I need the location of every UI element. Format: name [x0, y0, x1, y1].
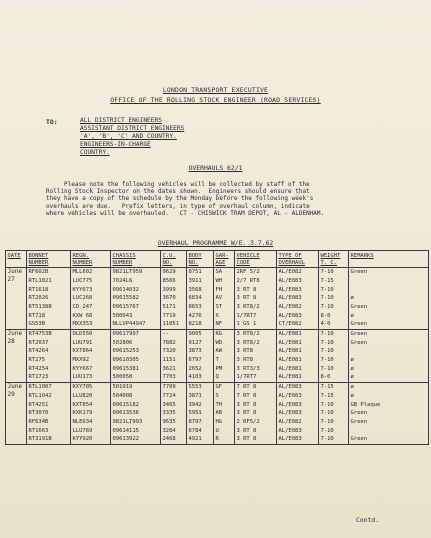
cell-value: 7-10	[320, 348, 334, 355]
date-text: June	[7, 383, 22, 391]
cell-value: 2 RF5/2	[236, 418, 260, 425]
cell-value: KYY673	[72, 286, 93, 293]
cell-value: OLD550	[72, 331, 93, 337]
column-header	[6, 251, 27, 268]
cell-value: Green	[350, 339, 368, 346]
cell-value: KXT854	[72, 401, 93, 408]
cell-value: 9821LT993	[112, 418, 143, 425]
cell-value: 3942	[188, 401, 202, 408]
cell-value: KXT864	[72, 348, 93, 355]
cell-value: 7-10	[320, 418, 334, 425]
column-header-text: REGN.	[72, 253, 90, 259]
cell-value: 3670	[162, 295, 176, 302]
cell-value: AL/E081	[278, 365, 302, 372]
column-header-text: NUMBER	[112, 259, 133, 266]
cell-value: 7-10	[320, 295, 334, 302]
cell-value: AL/E081	[278, 348, 302, 355]
data-cell	[161, 330, 187, 383]
cell-value: RT1663	[28, 427, 49, 434]
cell-value: NLLVP44947	[112, 321, 146, 328]
cell-value: LUC268	[72, 295, 93, 302]
cell-value: CT/E082	[278, 321, 302, 328]
column-header	[214, 251, 235, 268]
date-text: 28	[7, 338, 15, 345]
data-cell	[187, 330, 214, 383]
cell-value: 7-15	[320, 277, 334, 284]
cell-value: Green	[350, 321, 368, 328]
cell-value: 1/7RT7	[236, 374, 257, 381]
date-text: June	[7, 268, 22, 276]
cell-value: RTL1042	[28, 392, 52, 399]
data-cell	[349, 268, 429, 330]
date-cell	[6, 330, 27, 383]
cell-value: CD 247	[72, 303, 93, 310]
cell-value: RT2026	[28, 295, 49, 302]
cell-value: Q	[215, 374, 219, 381]
cell-value: 8653	[188, 303, 202, 310]
cell-value: AL/E081	[278, 331, 302, 337]
cell-value: 7709	[162, 384, 176, 391]
cell-value: 7 RT 8	[236, 392, 257, 399]
cell-value: 8797	[188, 418, 202, 425]
cell-value: AL/E083	[278, 286, 302, 293]
column-header-text: BODY	[188, 253, 202, 259]
paragraph-line: Please note the following vehicles will be collected by staff of the	[46, 181, 310, 188]
cell-value: 7-10	[320, 331, 334, 337]
cell-value: ø	[350, 357, 354, 364]
data-cell	[277, 268, 319, 330]
cell-value: 7024L6	[112, 277, 133, 284]
addressee-line: ENGINEERS-IN-CHARGE	[80, 141, 151, 148]
data-cell	[277, 330, 319, 383]
cell-value: 09615582	[112, 295, 139, 302]
addressee-line: COUNTRY.	[80, 149, 110, 156]
cell-value: Green	[350, 418, 368, 425]
cell-value: 4921	[188, 436, 202, 443]
paragraph-line: overhauls are due. Prefix letters, in type of overhaul column, indicate	[46, 202, 310, 210]
overhauls-title: OVERHAULS 62/1	[188, 164, 243, 172]
cell-value: PM	[215, 365, 223, 372]
cell-value: KYY920	[72, 436, 93, 443]
cell-value: AL/E083	[278, 427, 302, 434]
column-header-text: DATE	[7, 253, 21, 259]
cell-value: 09615381	[112, 365, 139, 372]
cell-value: 2468	[162, 436, 176, 443]
column-header-text: OVERHAUL	[278, 259, 305, 266]
data-cell	[161, 383, 187, 445]
cell-value: MXX92	[72, 357, 90, 364]
data-cell	[27, 383, 71, 445]
cell-value: 3999	[162, 286, 176, 293]
cell-value: RT5138B	[28, 303, 52, 310]
cell-value: 504008	[112, 392, 133, 399]
cell-value: KXW 68	[72, 312, 93, 319]
cell-value: KYY667	[72, 365, 93, 372]
cell-value: LLU769	[72, 427, 93, 434]
table-header-row	[6, 251, 429, 268]
table-row	[6, 383, 429, 445]
cell-value: 2652	[188, 365, 202, 372]
cell-value: Green	[350, 331, 368, 337]
cell-value: 502806	[112, 339, 133, 346]
cell-value: GS53B	[28, 321, 46, 328]
cell-value: AL/E083	[278, 401, 302, 408]
cell-value: 8218	[188, 321, 202, 328]
cell-value: KXY705	[72, 384, 93, 391]
cell-value: RT1618	[28, 286, 49, 293]
data-cell	[235, 268, 277, 330]
cell-value: AL/E083	[278, 392, 302, 399]
cell-value: 5171	[162, 303, 176, 310]
paragraph-line: where vehicles will be overhauled. CT - CHISWICK TRAM DEPOT, AL - ALDENHAM.	[46, 209, 325, 217]
cell-value: AL/E082	[278, 418, 302, 425]
cell-value: ø	[350, 295, 354, 302]
column-header-text: TYPE OF	[278, 253, 302, 259]
cell-value: RF602B	[28, 269, 49, 276]
paragraph-line: Rolling Stock Inspector on the dates shown. Engineers should ensure that	[46, 188, 310, 196]
data-cell	[161, 268, 187, 330]
cell-value: SA	[215, 269, 223, 276]
column-header-text: C.U.	[162, 253, 176, 259]
cell-value: 7882	[162, 339, 176, 346]
cell-value: 7-10	[320, 365, 334, 372]
cell-value: R	[215, 436, 219, 443]
cell-value: 501919	[112, 384, 133, 391]
cell-value: 09615767	[112, 303, 139, 310]
cell-value: 1 GS 1	[236, 321, 257, 328]
cell-value: KXK179	[72, 410, 93, 417]
cell-value: 3 RT 8	[236, 401, 257, 408]
date-cell	[6, 383, 27, 445]
cell-value: WH	[215, 277, 223, 284]
cell-value: S	[215, 392, 219, 399]
column-header	[187, 251, 214, 268]
cell-value: ST	[215, 303, 223, 310]
cell-value: Green	[350, 303, 368, 310]
cell-value: RT4753B	[28, 331, 52, 337]
cell-value: WD	[215, 339, 223, 346]
header-office: OFFICE OF THE ROLLING STOCK ENGINEER (ROAD SERVICES)	[110, 96, 321, 104]
cell-value: HG	[215, 418, 223, 425]
data-cell	[349, 383, 429, 445]
cell-value: 09613922	[112, 436, 139, 443]
cell-value: 7-10	[320, 427, 334, 434]
cell-value: AV	[215, 295, 223, 302]
cell-value: 3284	[162, 427, 176, 434]
column-header-text: REMARKS	[350, 253, 374, 259]
cell-value: 7703	[162, 374, 176, 381]
cell-value: 8-0	[320, 374, 331, 381]
cell-value: 4-0	[320, 321, 331, 328]
cell-value: AL/E082	[278, 303, 302, 310]
column-header-text: NUMBER	[28, 259, 49, 266]
cell-value: 9629	[162, 269, 176, 276]
cell-value: NF	[215, 321, 223, 328]
cell-value: U	[215, 427, 219, 434]
data-cell	[349, 330, 429, 383]
cell-value: 3 RT 8	[236, 295, 257, 302]
date-cell	[6, 268, 27, 330]
cell-value: LUC775	[72, 277, 93, 284]
data-cell	[319, 268, 349, 330]
data-cell	[71, 330, 111, 383]
column-header-text: CHASSIS	[112, 253, 136, 259]
cell-value: LLU820	[72, 392, 93, 399]
cell-value: 09615253	[112, 348, 139, 355]
cell-value: AL/E083	[278, 295, 302, 302]
column-header	[27, 251, 71, 268]
cell-value: AL/E081	[278, 357, 302, 364]
cell-value: 7-10	[320, 269, 334, 276]
data-cell	[214, 330, 235, 383]
cell-value: RTL1007	[28, 384, 52, 391]
cell-value: AB	[215, 410, 223, 417]
cell-value: LUU173	[72, 374, 93, 381]
cell-value: 7-10	[320, 410, 334, 417]
cell-value: MXX353	[72, 321, 93, 328]
cell-value: 3911	[188, 277, 202, 284]
cell-value: RT3191B	[28, 436, 52, 443]
column-header-text: AGE	[215, 259, 226, 266]
overhaul-programme-table	[5, 250, 429, 445]
cell-value: ø	[350, 374, 354, 381]
cell-value: 09610305	[112, 357, 139, 364]
cell-value: AL/E083	[278, 312, 302, 319]
cell-value: ø	[350, 365, 354, 372]
cell-value: 09617997	[112, 331, 139, 337]
data-cell	[27, 330, 71, 383]
cell-value: 3 RT 8	[236, 286, 257, 293]
cell-value: 7-10	[320, 357, 334, 364]
cell-value: RT4251	[28, 401, 49, 408]
paragraph-line: they have a copy of the schedule by the Monday before the following week's	[46, 195, 314, 203]
addressee-line: 'A', 'B', 'C' AND COUNTRY.	[80, 133, 177, 140]
cell-value: 7320	[162, 348, 176, 355]
data-cell	[235, 330, 277, 383]
instruction-paragraph	[46, 181, 418, 217]
cell-value: 09614032	[112, 286, 139, 293]
column-header-text: BONNET	[28, 253, 49, 259]
cell-value: AL/E081	[278, 339, 302, 346]
cell-value: GF	[215, 384, 223, 391]
data-cell	[214, 383, 235, 445]
table-row	[6, 268, 429, 330]
cell-value	[351, 277, 427, 286]
data-cell	[187, 268, 214, 330]
column-header-text: NUMBER	[72, 259, 93, 266]
cell-value: 09614115	[112, 427, 139, 434]
cell-value: 7-10	[320, 286, 334, 293]
cell-value: 6784	[188, 427, 202, 434]
cell-value: 9005	[188, 331, 202, 337]
cell-value: 09615182	[112, 401, 139, 408]
data-cell	[214, 268, 235, 330]
data-cell	[319, 383, 349, 445]
column-header-text: T. C.	[320, 259, 338, 266]
cell-value: 9635	[162, 418, 176, 425]
cell-value: 3 RT 8	[236, 436, 257, 443]
data-cell	[235, 383, 277, 445]
cell-value: 3 RT 8	[236, 427, 257, 434]
cell-value	[351, 286, 427, 295]
cell-value: 6834	[188, 295, 202, 302]
date-text: 27	[7, 276, 15, 284]
cell-value: 4276	[188, 312, 202, 319]
column-header-text: NO.	[162, 259, 173, 266]
cell-value: 9821LT959	[112, 269, 143, 276]
cell-value: RT4254	[28, 365, 49, 372]
cell-value: ø	[350, 392, 354, 399]
data-cell	[111, 383, 161, 445]
data-cell	[277, 383, 319, 445]
cell-value: RTL1021	[28, 277, 52, 284]
cell-value: 8566	[162, 277, 176, 284]
cell-value: AL/E083	[278, 277, 302, 284]
cell-value: AL/E081	[278, 374, 302, 381]
column-header-text: CODE	[236, 259, 250, 266]
cell-value: 7719	[162, 312, 176, 319]
addressee-line: ASSISTANT DISTRICT ENGINEERS	[80, 125, 185, 132]
cell-value: 500043	[112, 312, 133, 319]
cell-value: RT2037	[28, 339, 49, 346]
cell-value: NLE634	[72, 418, 93, 425]
data-cell	[71, 383, 111, 445]
cell-value: 3 RT8/2	[236, 331, 260, 337]
cell-value: 3871	[188, 392, 202, 399]
addressee-line: ALL DISTRICT ENGINEERS	[80, 117, 162, 124]
cell-value: RT275	[28, 357, 46, 364]
column-header-text: WEIGHT	[320, 253, 341, 259]
cell-value: 3 RT3/3	[236, 365, 260, 372]
cell-value: RG	[215, 331, 223, 337]
cell-value: 500058	[112, 374, 133, 381]
cell-value	[351, 427, 427, 436]
cell-value: 8751	[188, 269, 202, 276]
cell-value: RT718	[28, 312, 46, 319]
cell-value: 3465	[162, 401, 176, 408]
column-header	[319, 251, 349, 268]
cell-value: AL/E083	[278, 436, 302, 443]
cell-value: FH	[215, 286, 223, 293]
cell-value: 3873	[188, 348, 202, 355]
header-organisation: LONDON TRANSPORT EXECUTIVE	[162, 86, 269, 94]
cell-value: 5553	[188, 384, 202, 391]
cell-value: 7-15	[320, 392, 334, 399]
cell-value: 2/7 RT8	[236, 277, 260, 284]
cell-value: X	[215, 312, 219, 319]
cell-value: 7724	[162, 392, 176, 399]
cell-value: Green	[350, 410, 368, 417]
cell-value: 3 RT8/2	[236, 303, 260, 310]
cell-value: 3 RT8/2	[236, 339, 260, 346]
cell-value: 8-0	[320, 312, 331, 319]
cell-value: 2RF 5/2	[236, 269, 260, 276]
cell-value: 7-15	[320, 384, 334, 391]
cell-value: AL/E083	[278, 410, 302, 417]
data-cell	[111, 268, 161, 330]
table-row	[6, 330, 429, 383]
column-header	[111, 251, 161, 268]
column-header-text: NO.	[188, 259, 199, 266]
cell-value: 6797	[188, 357, 202, 364]
column-header	[71, 251, 111, 268]
cell-value: MLL602	[72, 269, 93, 276]
column-header	[277, 251, 319, 268]
continued-note: Contd.	[356, 516, 380, 524]
cell-value: --	[162, 331, 170, 337]
cell-value: TH	[215, 401, 223, 408]
cell-value: 4103	[188, 374, 202, 381]
column-header	[161, 251, 187, 268]
cell-value: 1/7RT7	[236, 312, 257, 319]
cell-value: 3 RT8	[236, 348, 254, 355]
programme-title: OVERHAUL PROGRAMME W/E. 3.7.62	[157, 239, 274, 247]
cell-value: 7-10	[320, 339, 334, 346]
cell-value: 3 RT8	[236, 357, 254, 364]
cell-value: 09613536	[112, 410, 139, 417]
column-header	[349, 251, 429, 268]
cell-value: 9127	[188, 339, 202, 346]
data-cell	[27, 268, 71, 330]
column-header	[235, 251, 277, 268]
cell-value: GB Plaque	[350, 401, 381, 408]
cell-value: LUU791	[72, 339, 93, 346]
cell-value: Green	[350, 269, 368, 276]
cell-value: T	[215, 357, 219, 364]
column-header-text: GAR-	[215, 253, 229, 259]
cell-value: RF634B	[28, 418, 49, 425]
to-label: TO:	[46, 118, 58, 126]
cell-value: AL/E083	[278, 384, 302, 391]
cell-value: RT4264	[28, 348, 49, 355]
cell-value: Green	[350, 436, 368, 443]
cell-value	[351, 347, 427, 356]
cell-value: RT1723	[28, 374, 49, 381]
data-cell	[71, 268, 111, 330]
data-cell	[111, 330, 161, 383]
cell-value: 7-10	[320, 436, 334, 443]
cell-value: AW	[215, 348, 223, 355]
cell-value: 5951	[188, 410, 202, 417]
cell-value: ø	[350, 384, 354, 391]
cell-value: AL/E082	[278, 269, 302, 276]
cell-value: 3 RT 8	[236, 410, 257, 417]
cell-value: RT3070	[28, 410, 49, 417]
data-cell	[319, 330, 349, 383]
column-header-text: VEHICLE	[236, 253, 260, 259]
cell-value: 3335	[162, 410, 176, 417]
cell-value: 7-10	[320, 303, 334, 310]
cell-value: 3568	[188, 286, 202, 293]
cell-value: 7 RT 8	[236, 384, 257, 391]
date-text: 29	[7, 391, 15, 399]
data-cell	[187, 383, 214, 445]
cell-value: 11051	[162, 321, 180, 328]
date-text: June	[7, 330, 22, 337]
cell-value: 1151	[162, 357, 176, 364]
cell-value: ø	[350, 312, 354, 319]
cell-value: 7-10	[320, 401, 334, 408]
cell-value: 3621	[162, 365, 176, 372]
